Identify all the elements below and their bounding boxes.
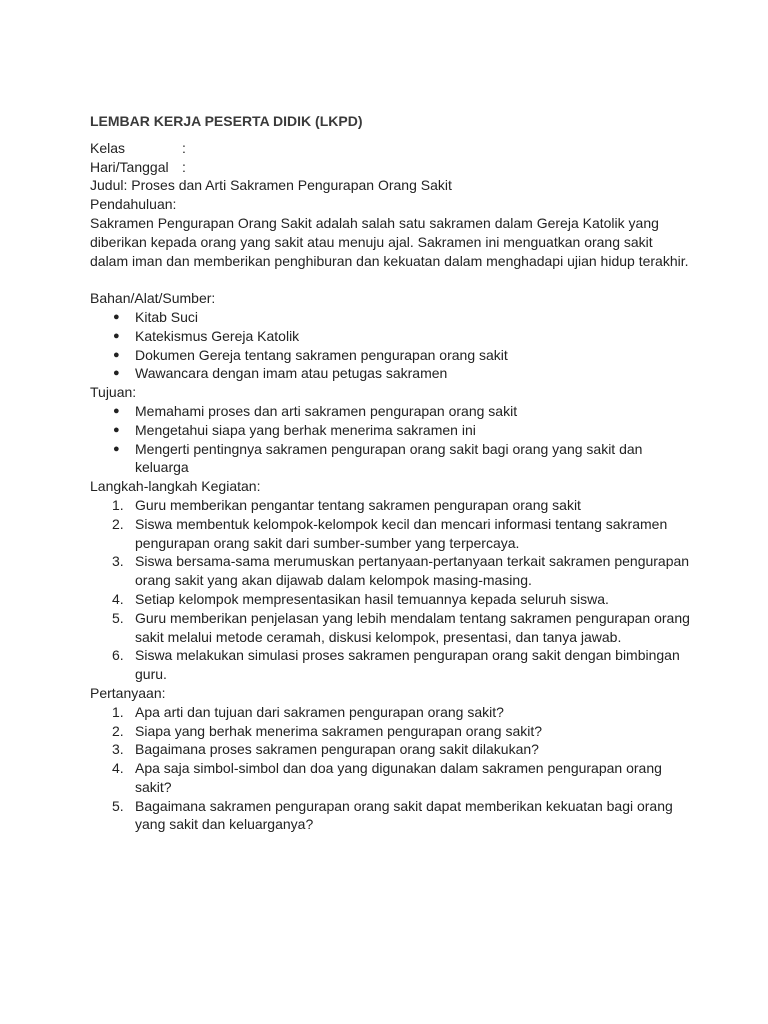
item-text: Siswa membentuk kelompok-kelompok kecil dan mencari informasi tentang sakramen pengurapan orang sakit dari sumber-sumber yang terpercaya. (135, 515, 668, 551)
item-text: Setiap kelompok mempresentasikan hasil temuannya kepada seluruh siswa. (135, 590, 609, 607)
langkah-heading: Langkah-langkah Kegiatan: (90, 478, 261, 495)
list-item (90, 797, 690, 835)
bahan-list (90, 308, 690, 383)
tujuan-list (90, 402, 690, 477)
item-number: 3. (112, 741, 124, 758)
item-text: Guru memberikan penjelasan yang lebih mendalam tentang sakramen pengurapan orang sakit melalui metode ceramah, diskusi kelompok, presentasi, dan tanya jawab. (135, 609, 690, 645)
field-kelas (90, 139, 690, 158)
document-title: LEMBAR KERJA PESERTA DIDIK (LKPD) (90, 113, 363, 129)
item-text: Apa saja simbol-simbol dan doa yang digunakan dalam sakramen pengurapan orang sakit? (135, 760, 662, 795)
field-separator: : (182, 158, 186, 175)
list-item (90, 609, 690, 647)
item-number: 1. (112, 703, 124, 720)
bahan-heading: Bahan/Alat/Sumber: (90, 290, 216, 307)
list-item: ● Memahami proses dan arti sakramen pengurapan orang sakit (90, 402, 690, 421)
item-text: Siswa bersama-sama merumuskan pertanyaan-pertanyaan terkait sakramen pengurapan orang sakit yang akan dijawab dalam kelompok masing-masing. (135, 553, 690, 589)
list-item (90, 740, 690, 759)
field-label: Hari/Tanggal (90, 158, 169, 175)
item-number: 3. (112, 553, 124, 570)
list-item: ● Katekismus Gereja Katolik (90, 327, 690, 346)
list-item: ● Wawancara dengan imam atau petugas sakramen (90, 364, 690, 383)
judul-line: Judul: Proses dan Arti Sakramen Pengurapan Orang Sakit (90, 177, 452, 194)
list-item: ● Dokumen Gereja tentang sakramen pengurapan orang sakit (90, 346, 690, 365)
item-text: Bagaimana sakramen pengurapan orang sakit dapat memberikan kekuatan bagi orang yang sakit dan keluarganya? (135, 797, 673, 833)
tujuan-heading: Tujuan: (90, 384, 137, 401)
item-text: Siswa melakukan simulasi proses sakramen pengurapan orang sakit dengan bimbingan guru. (135, 647, 680, 683)
document (90, 112, 690, 834)
item-number: 1. (112, 496, 124, 513)
field-hari-tanggal (90, 158, 690, 177)
list-item: ● Mengetahui siapa yang berhak menerima sakramen ini (90, 421, 690, 440)
list-item (90, 515, 690, 553)
list-item: ● Mengerti pentingnya sakramen pengurapan orang sakit bagi orang yang sakit dan keluarga (90, 440, 690, 478)
list-item (90, 552, 690, 590)
item-number: 2. (112, 722, 124, 739)
item-text: Guru memberikan pengantar tentang sakramen pengurapan orang sakit (135, 496, 581, 513)
list-item (90, 590, 690, 609)
pertanyaan-heading: Pertanyaan: (90, 684, 166, 701)
item-text: Apa arti dan tujuan dari sakramen pengurapan orang sakit? (135, 703, 504, 720)
item-number: 5. (112, 797, 124, 814)
item-number: 2. (112, 515, 124, 532)
list-item (90, 703, 690, 722)
list-item (90, 496, 690, 515)
pendahuluan-text: Sakramen Pengurapan Orang Sakit adalah salah satu sakramen dalam Gereja Katolik yang diberikan kepada orang yang sakit atau menuju ajal. Sakramen ini menguatkan orang sakit dalam iman dan memberikan penghiburan dan kekuatan dalam menghadapi ujian hidup terakhir. (90, 214, 689, 269)
item-text: Bagaimana proses sakramen pengurapan orang sakit dilakukan? (135, 741, 539, 758)
list-item (90, 759, 690, 797)
langkah-list (90, 496, 690, 684)
item-number: 6. (112, 647, 124, 664)
spacer (90, 270, 690, 289)
field-label: Kelas (90, 139, 126, 156)
item-number: 4. (112, 590, 124, 607)
field-separator: : (182, 139, 186, 156)
list-item: ● Kitab Suci (90, 308, 690, 327)
item-number: 5. (112, 609, 124, 626)
item-text: Siapa yang berhak menerima sakramen pengurapan orang sakit? (135, 722, 543, 739)
pertanyaan-list (90, 703, 690, 835)
item-number: 4. (112, 760, 124, 777)
pendahuluan-heading: Pendahuluan: (90, 196, 177, 213)
list-item (90, 722, 690, 741)
list-item (90, 646, 690, 684)
